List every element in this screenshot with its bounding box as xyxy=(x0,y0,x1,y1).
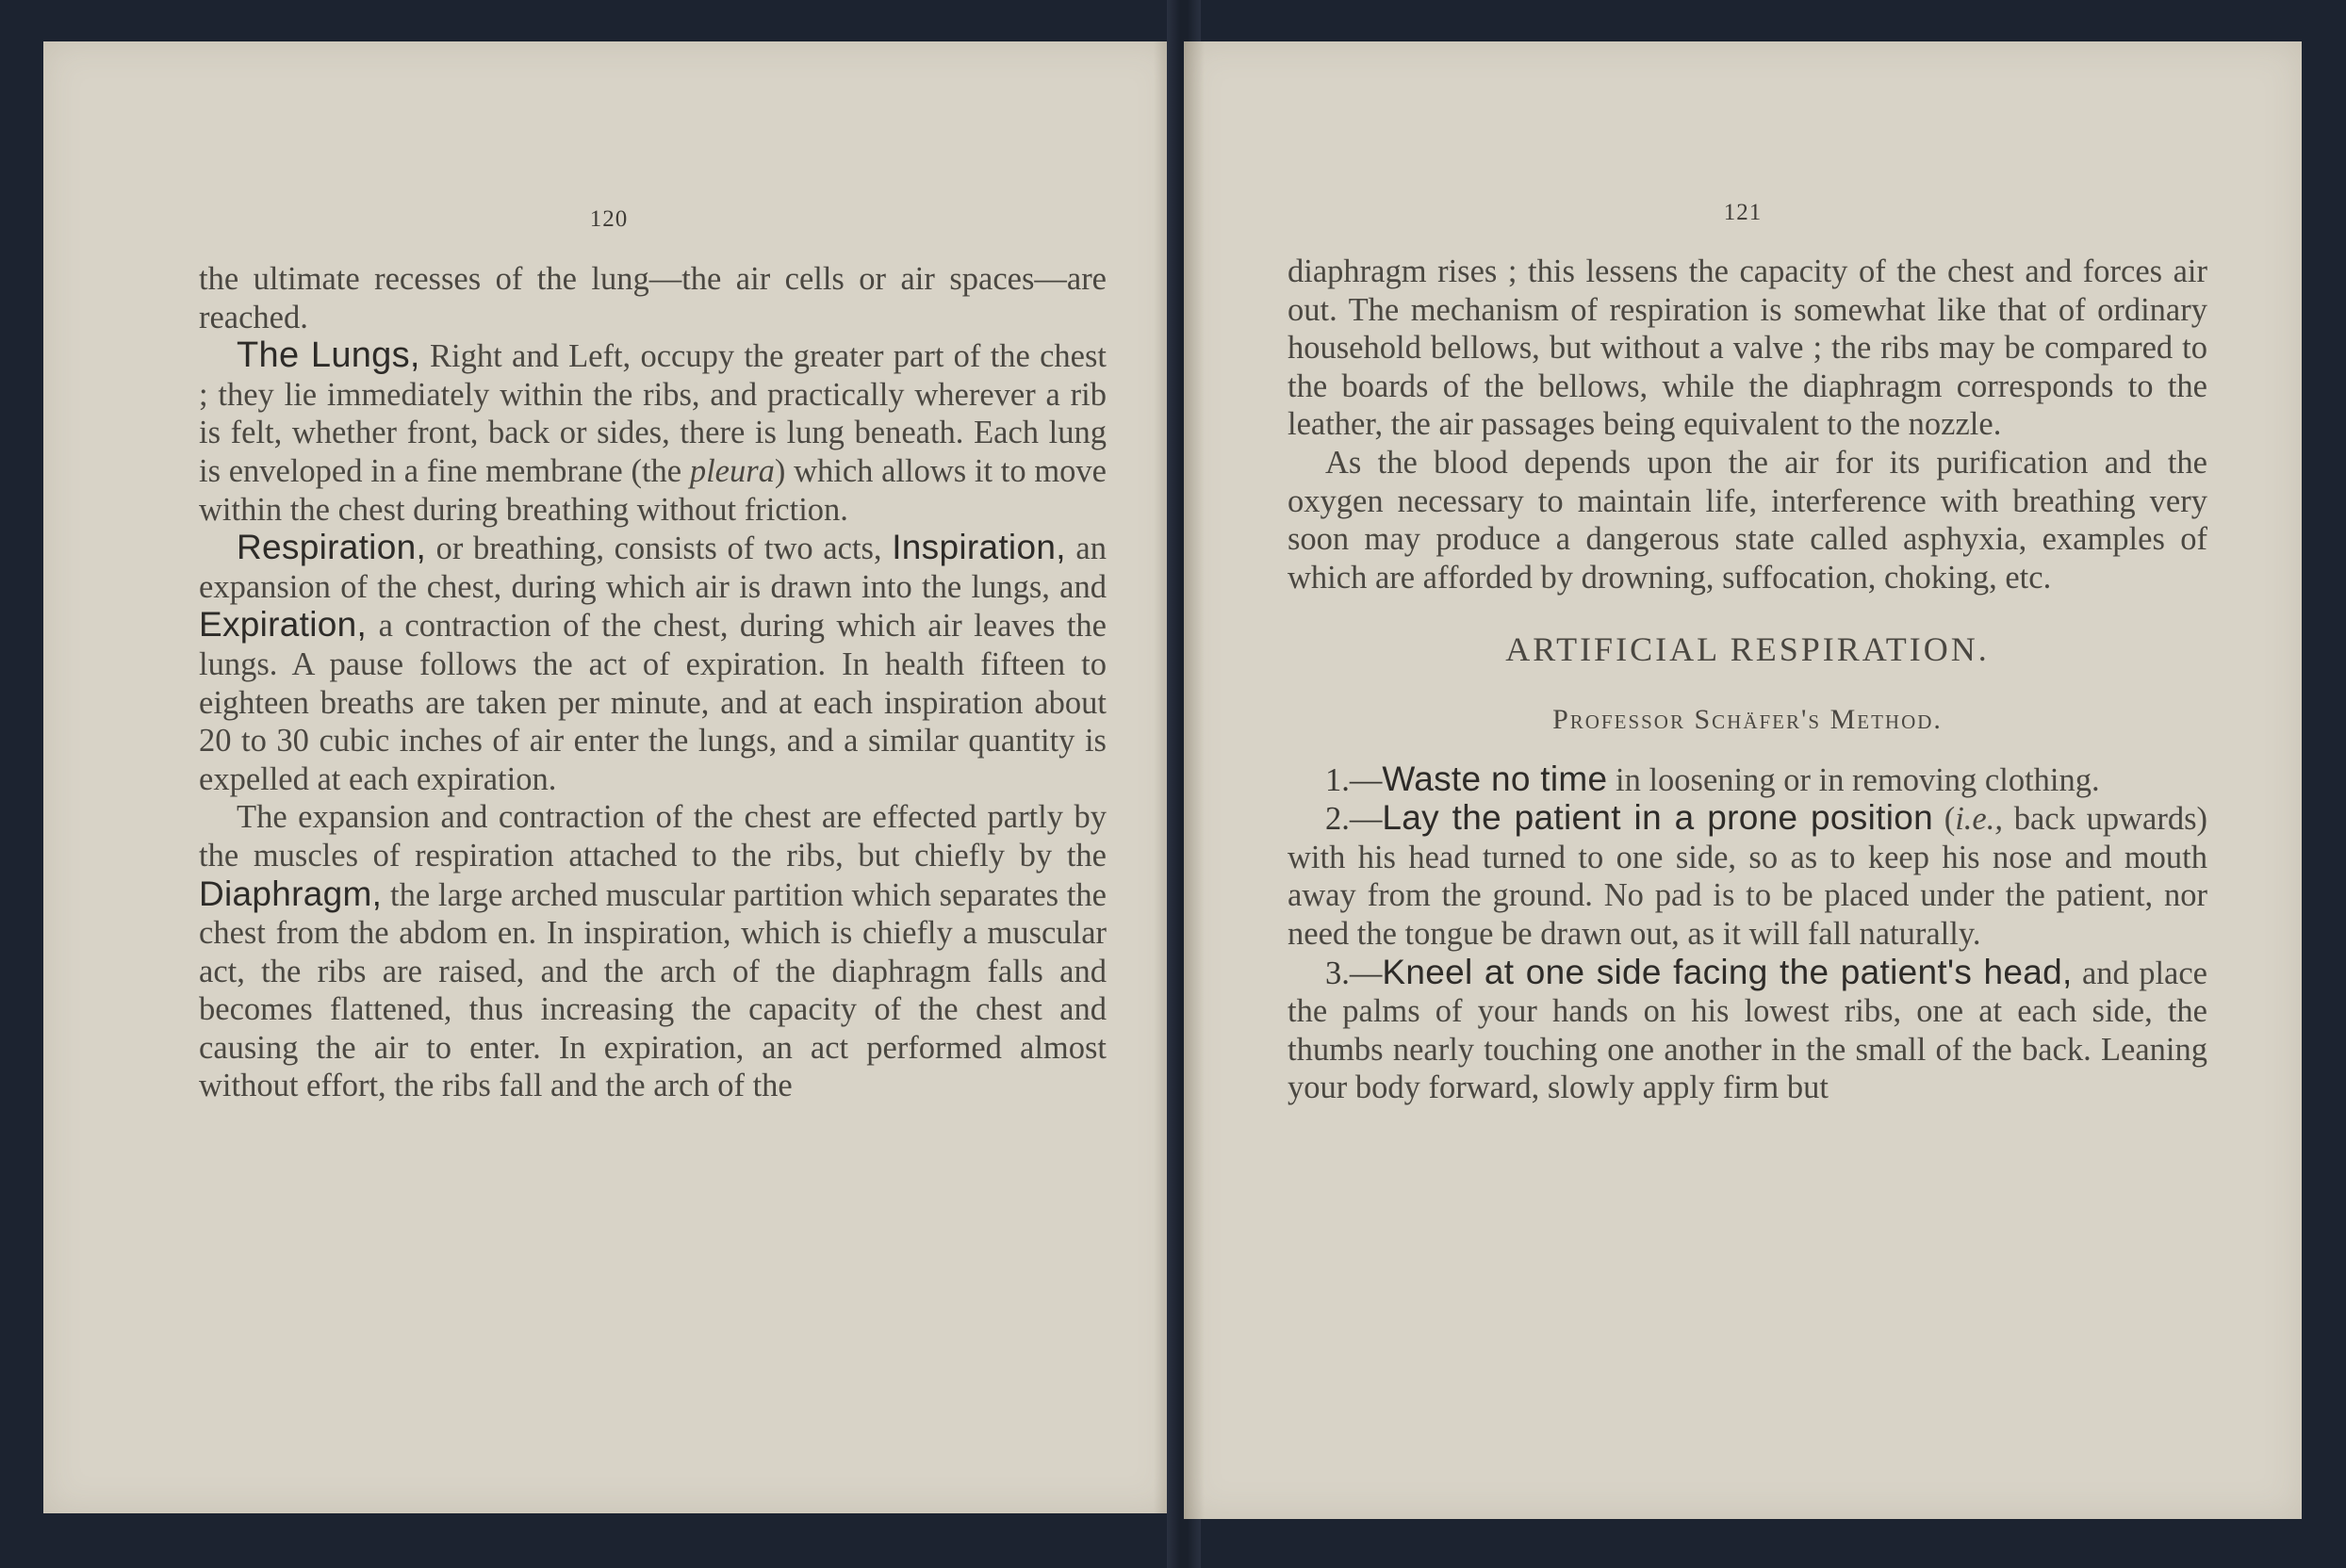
page-number-left: 120 xyxy=(589,206,629,232)
step-number: 1.— xyxy=(1325,761,1383,798)
step-keyword: Waste no time xyxy=(1382,759,1608,798)
keyword-expiration: Expiration, xyxy=(199,605,368,645)
paragraph-text: an expansion of the chest, during which air is drawn into the lungs, and xyxy=(199,531,1107,605)
paragraph-lungs xyxy=(199,336,1107,529)
paragraph-diaphragm xyxy=(199,798,1107,1105)
step-number: 3.— xyxy=(1325,955,1383,991)
right-page xyxy=(1184,41,2302,1519)
keyword-lungs: The Lungs, xyxy=(237,335,420,376)
step-keyword: Kneel at one side facing the patient's head, xyxy=(1382,952,2073,991)
left-page xyxy=(43,41,1174,1513)
paragraph-text: or breathing, consists of two acts, xyxy=(426,531,893,567)
keyword-diaphragm: Diaphragm, xyxy=(199,874,383,913)
paragraph-text: The expansion and contraction of the chest are effected partly by the muscles of respiration attached to the ribs, but chiefly by the xyxy=(199,799,1107,874)
paragraph xyxy=(1288,253,2207,444)
paragraph-text: Right and Left, occupy the greater part of the chest ; they lie immediately within the ribs, and practically wherever a rib is felt, whether front, back or sides, there is lung beneath. Each lung is enveloped in a fine membrane (the xyxy=(199,338,1107,489)
page-number-right: 121 xyxy=(1723,200,1763,225)
section-heading: ARTIFICIAL RESPIRATION. xyxy=(1505,630,1990,669)
paragraph-text: ) which allows it to move within the chest during breathing without friction. xyxy=(199,452,1107,528)
step-3 xyxy=(1288,954,2207,1107)
step-keyword: Lay the patient in a prone position xyxy=(1382,798,1933,838)
step-text: in loosening or in removing clothing. xyxy=(1607,761,2100,798)
step-text: ( xyxy=(1932,801,1956,838)
paragraph-text: As the blood depends upon the air for its purification and the oxygen necessary to maintain life, interference with breathing very soon may produce a dangerous state called asphyxia, examples of which are afforded by drowning, suffocation, choking, etc. xyxy=(1288,444,2207,596)
paragraph-text: the ultimate recesses of the lung—the air cells or air spaces—are reached. xyxy=(199,261,1107,335)
section-subheading: Professor Schäfer's Method. xyxy=(1552,703,1943,735)
paragraph-text: the large arched muscular partition which separates the chest from the abdom en. In inspiration, which is chiefly a muscular act, the ribs are raised, and the arch of the diaphragm falls and becomes flattened, thus increasing the capacity of the chest and causing the air to enter. In expiration, an act performed almost without effort, the ribs fall and the arch of the xyxy=(199,876,1107,1104)
keyword-respiration: Respiration, xyxy=(237,528,427,567)
step-text: and place the palms of your hands on his lowest ribs, one at each side, the thumbs nearly touching one another in the small of the back. Leaning your body forward, slowly apply firm but xyxy=(1288,955,2207,1106)
paragraph-text: diaphragm rises ; this lessens the capacity of the chest and forces air out. The mechanism of respiration is somewhat like that of ordinary household bellows, but without a valve ; the ribs may be compared to the boards of the bellows, while the diaphragm corresponds to the leather, the air passages being equivalent to the nozzle. xyxy=(1288,253,2207,443)
left-page-text xyxy=(199,260,1107,1105)
paragraph-respiration xyxy=(199,529,1107,798)
keyword-inspiration: Inspiration, xyxy=(892,528,1066,567)
right-page-text xyxy=(1288,253,2207,1107)
step-text: back upwards) with his head turned to one side, so as to keep his nose and mouth away from the ground. No pad is to be placed under the patient, nor need the tongue be drawn out, as it will fall naturally. xyxy=(1288,801,2207,952)
step-number: 2.— xyxy=(1325,801,1383,838)
step-1 xyxy=(1288,760,2207,800)
paragraph-text: a contraction of the chest, during which air leaves the lungs. A pause follows the act of expiration. In health fifteen to eighteen breaths are taken per minute, and at each inspiration about 20 to 30 cubic inches of air enter the lungs, and a similar quantity is expelled at each expiration. xyxy=(199,608,1107,797)
paragraph xyxy=(1288,444,2207,596)
italic-term: i.e., xyxy=(1955,801,2003,838)
italic-term: pleura xyxy=(689,452,775,489)
step-2 xyxy=(1288,799,2207,953)
paragraph xyxy=(199,260,1107,336)
